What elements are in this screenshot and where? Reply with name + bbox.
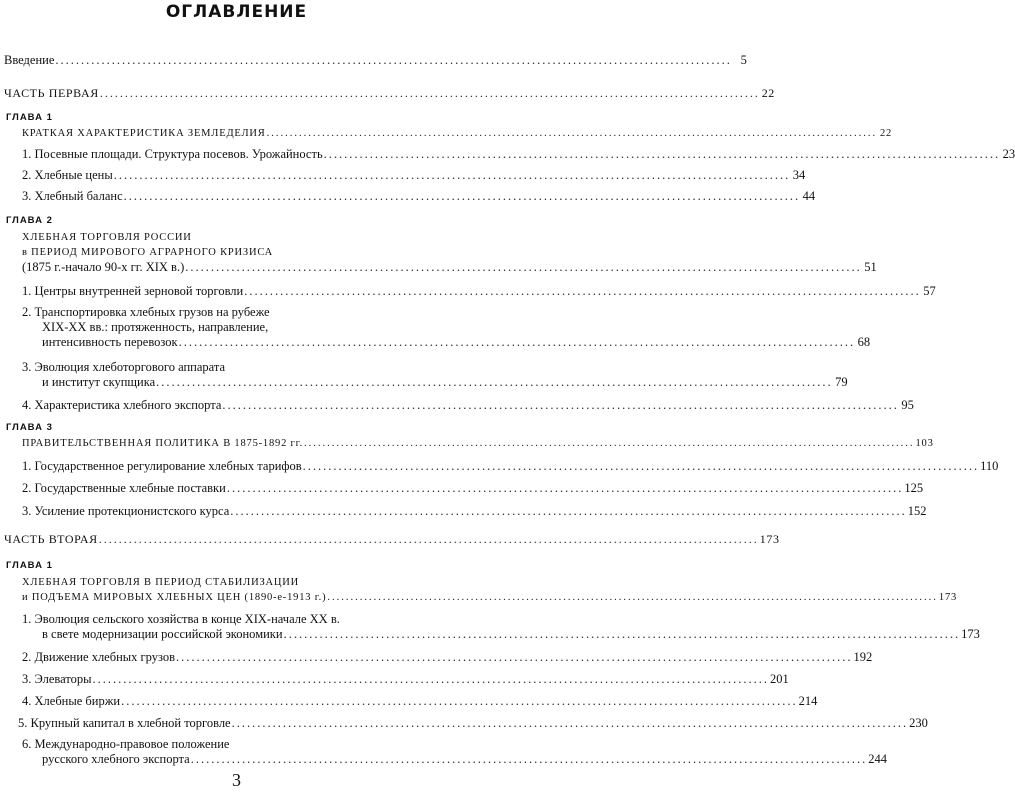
toc-entry-p2-ch1-item4[interactable] (0, 694, 818, 709)
entry-page: 68 (857, 335, 871, 349)
entry-page: 34 (792, 168, 806, 182)
entry-page: 22 (879, 128, 893, 139)
entry-page: 23 (1002, 147, 1015, 161)
entry-text: 5. Крупный капитал в хлебной торговле (18, 716, 231, 730)
entry-text-line: 3. Эволюция хлеботоргового аппарата (22, 360, 226, 374)
entry-text: 1. Центры внутренней зерновой торговли (22, 284, 244, 298)
entry-page: 152 (907, 504, 927, 518)
leader-dots: .................................................................................................................................... (123, 189, 801, 203)
entry-text-line: ХЛЕБНАЯ ТОРГОВЛЯ РОССИИ (22, 232, 192, 243)
entry-text-line: 2. Транспортировка хлебных грузов на рубеже (22, 305, 270, 319)
leader-dots: .................................................................................................................................... (92, 672, 770, 686)
entry-page: 110 (980, 459, 999, 473)
chapter-label: ГЛАВА 2 (6, 215, 53, 226)
toc-entry-p2-ch1-item6[interactable] (0, 737, 887, 767)
entry-text: КРАТКАЯ ХАРАКТЕРИСТИКА ЗЕМЛЕДЕЛИЯ (22, 128, 266, 139)
toc-entry-part1[interactable] (0, 86, 775, 101)
page-title: ОГЛАВЛЕНИЕ (165, 2, 308, 22)
entry-text: 3. Усиление протекционистского курса (22, 504, 230, 518)
entry-text: 1. Государственное регулирование хлебных тарифов (22, 459, 302, 473)
toc-entry-p2-ch1-title[interactable] (0, 575, 958, 605)
leader-dots: .................................................................................................................................... (98, 532, 759, 546)
entry-page: 5 (740, 53, 747, 67)
entry-text: в свете модернизации российской экономики (42, 627, 283, 641)
toc-entry-p1-ch1-item1[interactable] (0, 147, 1015, 162)
entry-page: 103 (915, 438, 934, 449)
chapter-label: ГЛАВА 3 (6, 422, 53, 433)
entry-page: 51 (864, 260, 877, 274)
entry-page: 230 (909, 716, 928, 730)
entry-text: ЧАСТЬ ВТОРАЯ (4, 532, 98, 546)
leader-dots: .................................................................................................................................... (178, 335, 856, 349)
toc-entry-p1-ch3-item1[interactable] (0, 459, 999, 474)
entry-page: 214 (798, 694, 818, 708)
entry-text-line: в ПЕРИОД МИРОВОГО АГРАРНОГО КРИЗИСА (22, 247, 274, 258)
entry-page: 95 (901, 398, 914, 412)
leader-dots: .................................................................................................................................... (302, 459, 980, 473)
toc-entry-p1-ch3-title[interactable] (0, 436, 934, 451)
entry-text: ПРАВИТЕЛЬСТВЕННАЯ ПОЛИТИКА В 1875-1892 гг. (22, 438, 303, 449)
entry-text: ЧАСТЬ ПЕРВАЯ (4, 86, 99, 100)
leader-dots: .................................................................................................................................... (185, 260, 862, 274)
entry-text: 3. Хлебный баланс (22, 189, 123, 203)
entry-text-line: XIX-XX вв.: протяженность, направление, (42, 320, 269, 334)
entry-text: и ПОДЪЕМА МИРОВЫХ ХЛЕБНЫХ ЦЕН (1890-е-1913 г.) (22, 592, 327, 603)
toc-entry-p2-ch1-item1[interactable] (0, 612, 980, 642)
leader-dots: .................................................................................................................................... (266, 128, 878, 139)
entry-text: 4. Характеристика хлебного экспорта (22, 398, 222, 412)
entry-text: 2. Хлебные цены (22, 168, 113, 182)
toc-entry-p1-ch2-item1[interactable] (0, 284, 936, 299)
entry-page: 44 (802, 189, 816, 203)
toc-entry-p2-ch1-item2[interactable] (0, 650, 873, 665)
entry-text: и институт скупщика (42, 375, 156, 389)
entry-page: 244 (868, 752, 887, 766)
toc-entry-p1-ch3-item2[interactable] (0, 481, 924, 496)
toc-entry-p1-ch2-item4[interactable] (0, 398, 914, 413)
leader-dots: .................................................................................................................................... (327, 592, 938, 603)
toc-entry-p1-ch2-item2[interactable] (0, 305, 871, 350)
leader-dots: .................................................................................................................................... (156, 375, 833, 389)
toc-entry-p2-ch1-item3[interactable] (0, 672, 789, 687)
entry-text: (1875 г.-начало 90-х гг. XIX в.) (22, 260, 185, 274)
entry-page: 57 (923, 284, 936, 298)
toc-entry-p2-ch1-item5[interactable] (0, 716, 928, 731)
chapter-label: ГЛАВА 1 (6, 112, 53, 123)
entry-text: 1. Посевные площади. Структура посевов. Урожайность (22, 147, 323, 161)
entry-page: 201 (770, 672, 789, 686)
toc-entry-p1-ch1-item2[interactable] (0, 168, 806, 183)
entry-text: 4. Хлебные биржи (22, 694, 121, 708)
leader-dots: .................................................................................................................................... (304, 438, 915, 449)
entry-text: интенсивность перевозок (42, 335, 178, 349)
entry-page: 173 (938, 592, 958, 603)
entry-page: 125 (904, 481, 924, 495)
leader-dots: .................................................................................................................................... (323, 147, 1001, 161)
leader-dots: .................................................................................................................................... (222, 398, 899, 412)
toc-entry-p1-ch3-item3[interactable] (0, 504, 927, 519)
chapter-label: ГЛАВА 1 (6, 560, 53, 571)
toc-entry-p1-ch1-item3[interactable] (0, 189, 816, 204)
entry-text-line: 1. Эволюция сельского хозяйства в конце XIX-начале XX в. (22, 612, 340, 626)
entry-text: русского хлебного экспорта (42, 752, 190, 766)
leader-dots: .................................................................................................................................... (230, 504, 907, 518)
entry-page: 173 (961, 627, 980, 641)
page-number: 3 (232, 770, 241, 790)
toc-entry-p1-ch2-item3[interactable] (0, 360, 848, 390)
entry-text: 3. Элеваторы (22, 672, 92, 686)
leader-dots: .................................................................................................................................... (55, 53, 732, 67)
entry-text-line: 6. Международно-правовое положение (22, 737, 230, 751)
entry-text: 2. Движение хлебных грузов (22, 650, 176, 664)
toc-entry-intro[interactable] (0, 53, 747, 68)
toc-entry-p1-ch1-title[interactable] (0, 126, 893, 141)
leader-dots: .................................................................................................................................... (113, 168, 791, 182)
leader-dots: .................................................................................................................................... (226, 481, 904, 495)
toc-entry-part2[interactable] (0, 532, 780, 547)
entry-text-line: ХЛЕБНАЯ ТОРГОВЛЯ В ПЕРИОД СТАБИЛИЗАЦИИ (22, 577, 300, 588)
leader-dots: .................................................................................................................................... (231, 716, 909, 730)
leader-dots: .................................................................................................................................... (121, 694, 798, 708)
entry-page: 173 (759, 532, 780, 546)
entry-page: 22 (761, 86, 775, 100)
entry-text: 2. Государственные хлебные поставки (22, 481, 226, 495)
leader-dots: .................................................................................................................................... (176, 650, 853, 664)
entry-text: Введение (4, 53, 55, 67)
toc-entry-p1-ch2-title[interactable] (0, 230, 877, 275)
leader-dots: .................................................................................................................................... (244, 284, 921, 298)
entry-page: 79 (835, 375, 848, 389)
entry-page: 192 (853, 650, 873, 664)
leader-dots: .................................................................................................................................... (283, 627, 961, 641)
leader-dots: .................................................................................................................................... (190, 752, 868, 766)
leader-dots: .................................................................................................................................... (99, 86, 760, 100)
